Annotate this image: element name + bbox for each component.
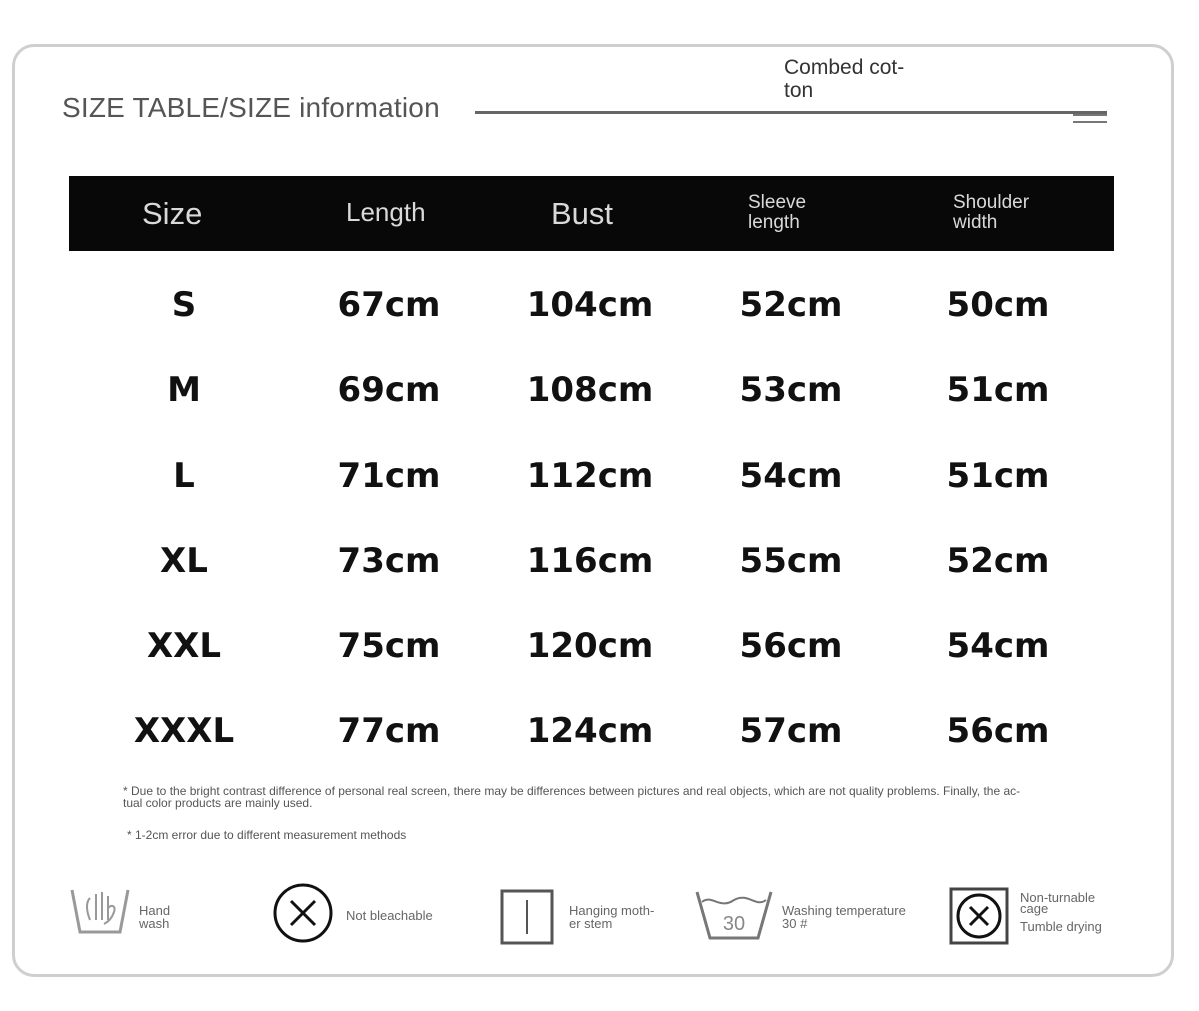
menu-lines-icon [1073,114,1107,128]
title-divider [475,111,1107,114]
table-row [69,275,1114,335]
cell-shoulder-width: 51cm [946,456,1050,496]
header-size: Size [142,196,203,231]
contrast-note: * Due to the bright contrast difference of personal real screen, there may be differences between pictures and real objects, which are not quality problems. Finally, the ac- tual color products are mainly used. [123,784,1021,810]
cell-shoulder-width: 56cm [946,711,1050,751]
hanging-dry-icon [499,888,555,946]
cell-bust: 116cm [526,541,654,581]
cell-length: 77cm [337,711,441,751]
cell-bust: 104cm [526,285,654,325]
cell-length: 73cm [337,541,441,581]
cell-size: XXXL [133,711,235,751]
washing-temperature-label: Washing temperature 30 # [782,903,906,931]
hanging-dry-label: Hanging moth- er stem [569,903,655,931]
measurement-note: * 1-2cm error due to different measurement methods [127,828,407,842]
cell-length: 75cm [337,626,441,666]
hand-wash-icon [68,884,132,938]
cell-shoulder-width: 50cm [946,285,1050,325]
cell-size: XL [160,541,208,581]
cell-sleeve-length: 57cm [739,711,843,751]
table-header [69,176,1114,251]
cell-size: XXL [146,626,222,666]
material-label: Combed cot- ton [784,56,905,102]
cell-sleeve-length: 53cm [739,370,843,410]
tumble-drying-label: Tumble drying [1020,919,1102,934]
cell-length: 67cm [337,285,441,325]
cell-shoulder-width: 52cm [946,541,1050,581]
cell-sleeve-length: 55cm [739,541,843,581]
non-turnable-cage-label: Non-turnable cage [1020,890,1096,916]
cell-bust: 120cm [526,626,654,666]
washing-temperature-icon [694,888,774,942]
cell-bust: 108cm [526,370,654,410]
cell-sleeve-length: 56cm [739,626,843,666]
cell-length: 71cm [337,456,441,496]
not-bleachable-label: Not bleachable [346,908,433,923]
table-row [69,360,1114,420]
cell-sleeve-length: 52cm [739,285,843,325]
washing-temperature-number: 30 [722,913,746,935]
cell-size: L [173,456,195,496]
table-row [69,701,1114,761]
cell-size: S [171,285,197,325]
table-row [69,616,1114,676]
cell-shoulder-width: 54cm [946,626,1050,666]
header-length: Length [346,197,426,227]
hand-wash-label: Hand wash [139,903,171,931]
cell-bust: 124cm [526,711,654,751]
cell-shoulder-width: 51cm [946,370,1050,410]
cell-bust: 112cm [526,456,654,496]
header-sleeve-length: Sleeve length [748,192,807,233]
table-row [69,531,1114,591]
cell-length: 69cm [337,370,441,410]
page-title: SIZE TABLE/SIZE information [62,92,440,123]
header-bust: Bust [551,196,614,231]
cell-sleeve-length: 54cm [739,456,843,496]
table-row [69,446,1114,506]
no-tumble-dry-icon [948,886,1010,946]
cell-size: M [167,370,201,410]
header-shoulder-width: Shoulder width [953,192,1030,233]
not-bleachable-icon [271,883,335,943]
